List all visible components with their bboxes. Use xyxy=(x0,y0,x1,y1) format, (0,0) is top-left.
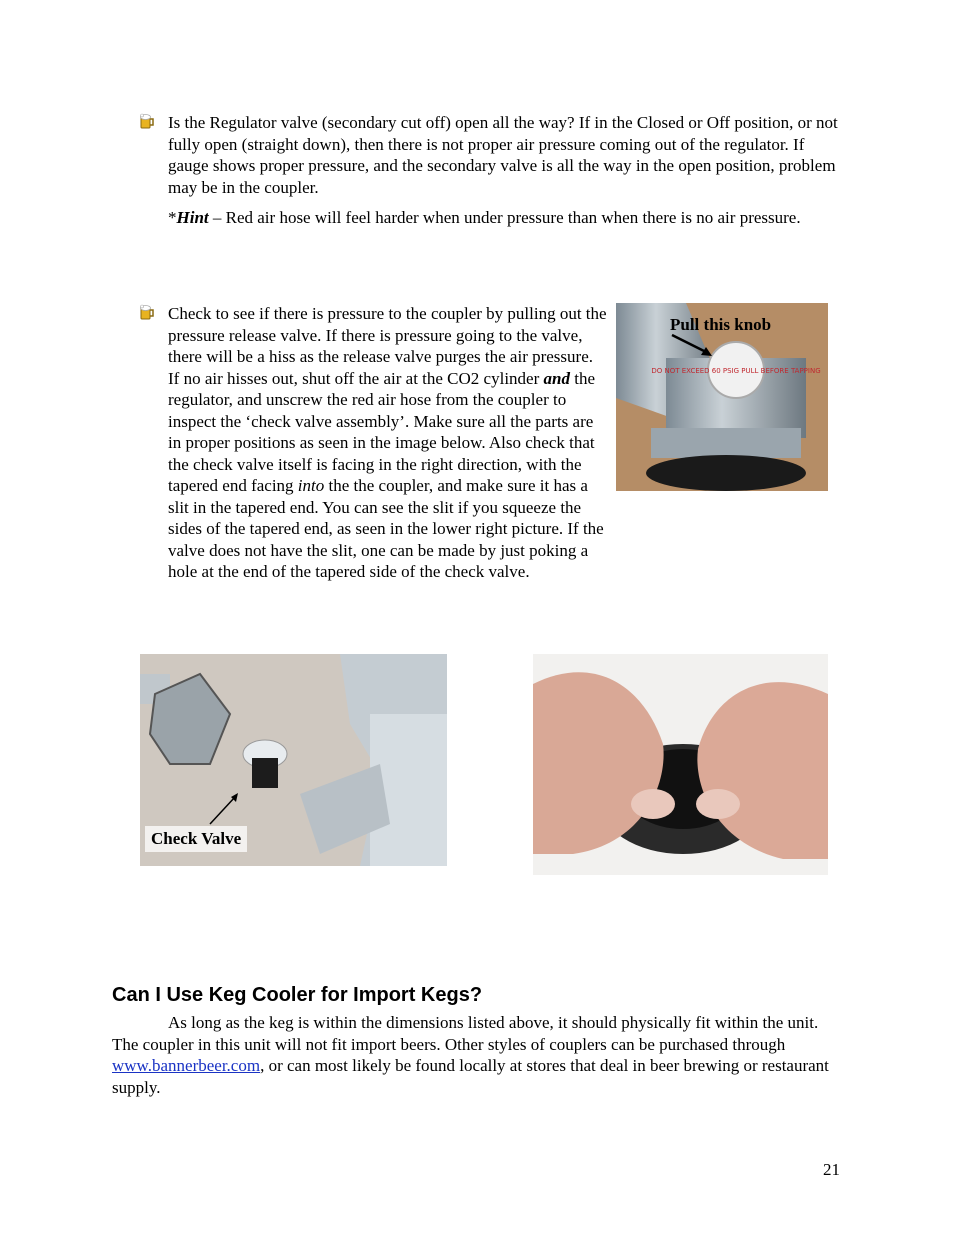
section-body xyxy=(112,1012,838,1098)
bullet2-and: and xyxy=(543,368,570,388)
section-heading: Can I Use Keg Cooler for Import Kegs? xyxy=(112,984,483,1006)
knob-warning-text: DO NOT EXCEED 60 PSIG PULL BEFORE TAPPING xyxy=(651,367,821,375)
hint-prefix: * xyxy=(168,208,177,227)
bannerbeer-link[interactable]: www.bannerbeer.com xyxy=(112,1056,261,1075)
section-text1: As long as the keg is within the dimensions listed above, it should physically fit within the unit. The coupler in this unit will not fit import beers. Other styles of couplers can be purchased through xyxy=(112,1013,819,1054)
hint-text: – Red air hose will feel harder when under pressure than when there is no air pressure. xyxy=(208,208,801,227)
coupler-knob-photo xyxy=(616,303,828,491)
bullet2-part3: the the coupler, and make sure it has a slit in the tapered end. You can see the slit if you squeeze the sides of the tapered end, as seen in the lower right picture. If the valve does not have the slit, one can be made by just poking a hole at the end of the tapered side of the check valve. xyxy=(168,476,604,581)
bullet1-text: Is the Regulator valve (secondary cut off) open all the way? If in the Closed or Off position, or not fully open (straight down), then there is not proper air pressure coming out of the regulator. If gauge shows proper pressure, and the secondary valve is all the way in the open position, problem may be in the coupler. xyxy=(168,113,838,197)
beer-mug-icon xyxy=(139,113,155,130)
check-valve-photo xyxy=(140,654,447,866)
pull-knob-label: Pull this knob xyxy=(670,315,772,334)
beer-mug-icon xyxy=(139,304,155,321)
bullet2-part2: the regulator, and unscrew the red air hose from the coupler to inspect the ‘check valve assembly’. Make sure all the parts are in proper positions as seen in the image below. Also check that the check valve itself is facing in the right direction, with the tapered end facing xyxy=(168,368,595,495)
arrow-icon xyxy=(668,331,718,361)
arrow-icon xyxy=(205,789,245,829)
bullet2-into: into xyxy=(297,476,325,495)
bullet2-part1: Check to see if there is pressure to the coupler by pulling out the pressure release valve. If there is pressure going to the valve, there will be a hiss as the release valve purges the air pressure. If no air hisses out, shut off the air at the CO2 cylinder xyxy=(168,304,607,388)
page-number: 21 xyxy=(823,1160,840,1179)
check-valve-label: Check Valve xyxy=(145,826,247,852)
hint-label: Hint xyxy=(176,208,209,227)
squeezed-valve-photo xyxy=(533,654,828,875)
hint-note xyxy=(168,207,828,229)
section-text2: , or can most likely be found locally at stores that deal in beer brewing or restaurant supply. xyxy=(112,1056,829,1097)
bullet2-text-top xyxy=(168,303,608,583)
